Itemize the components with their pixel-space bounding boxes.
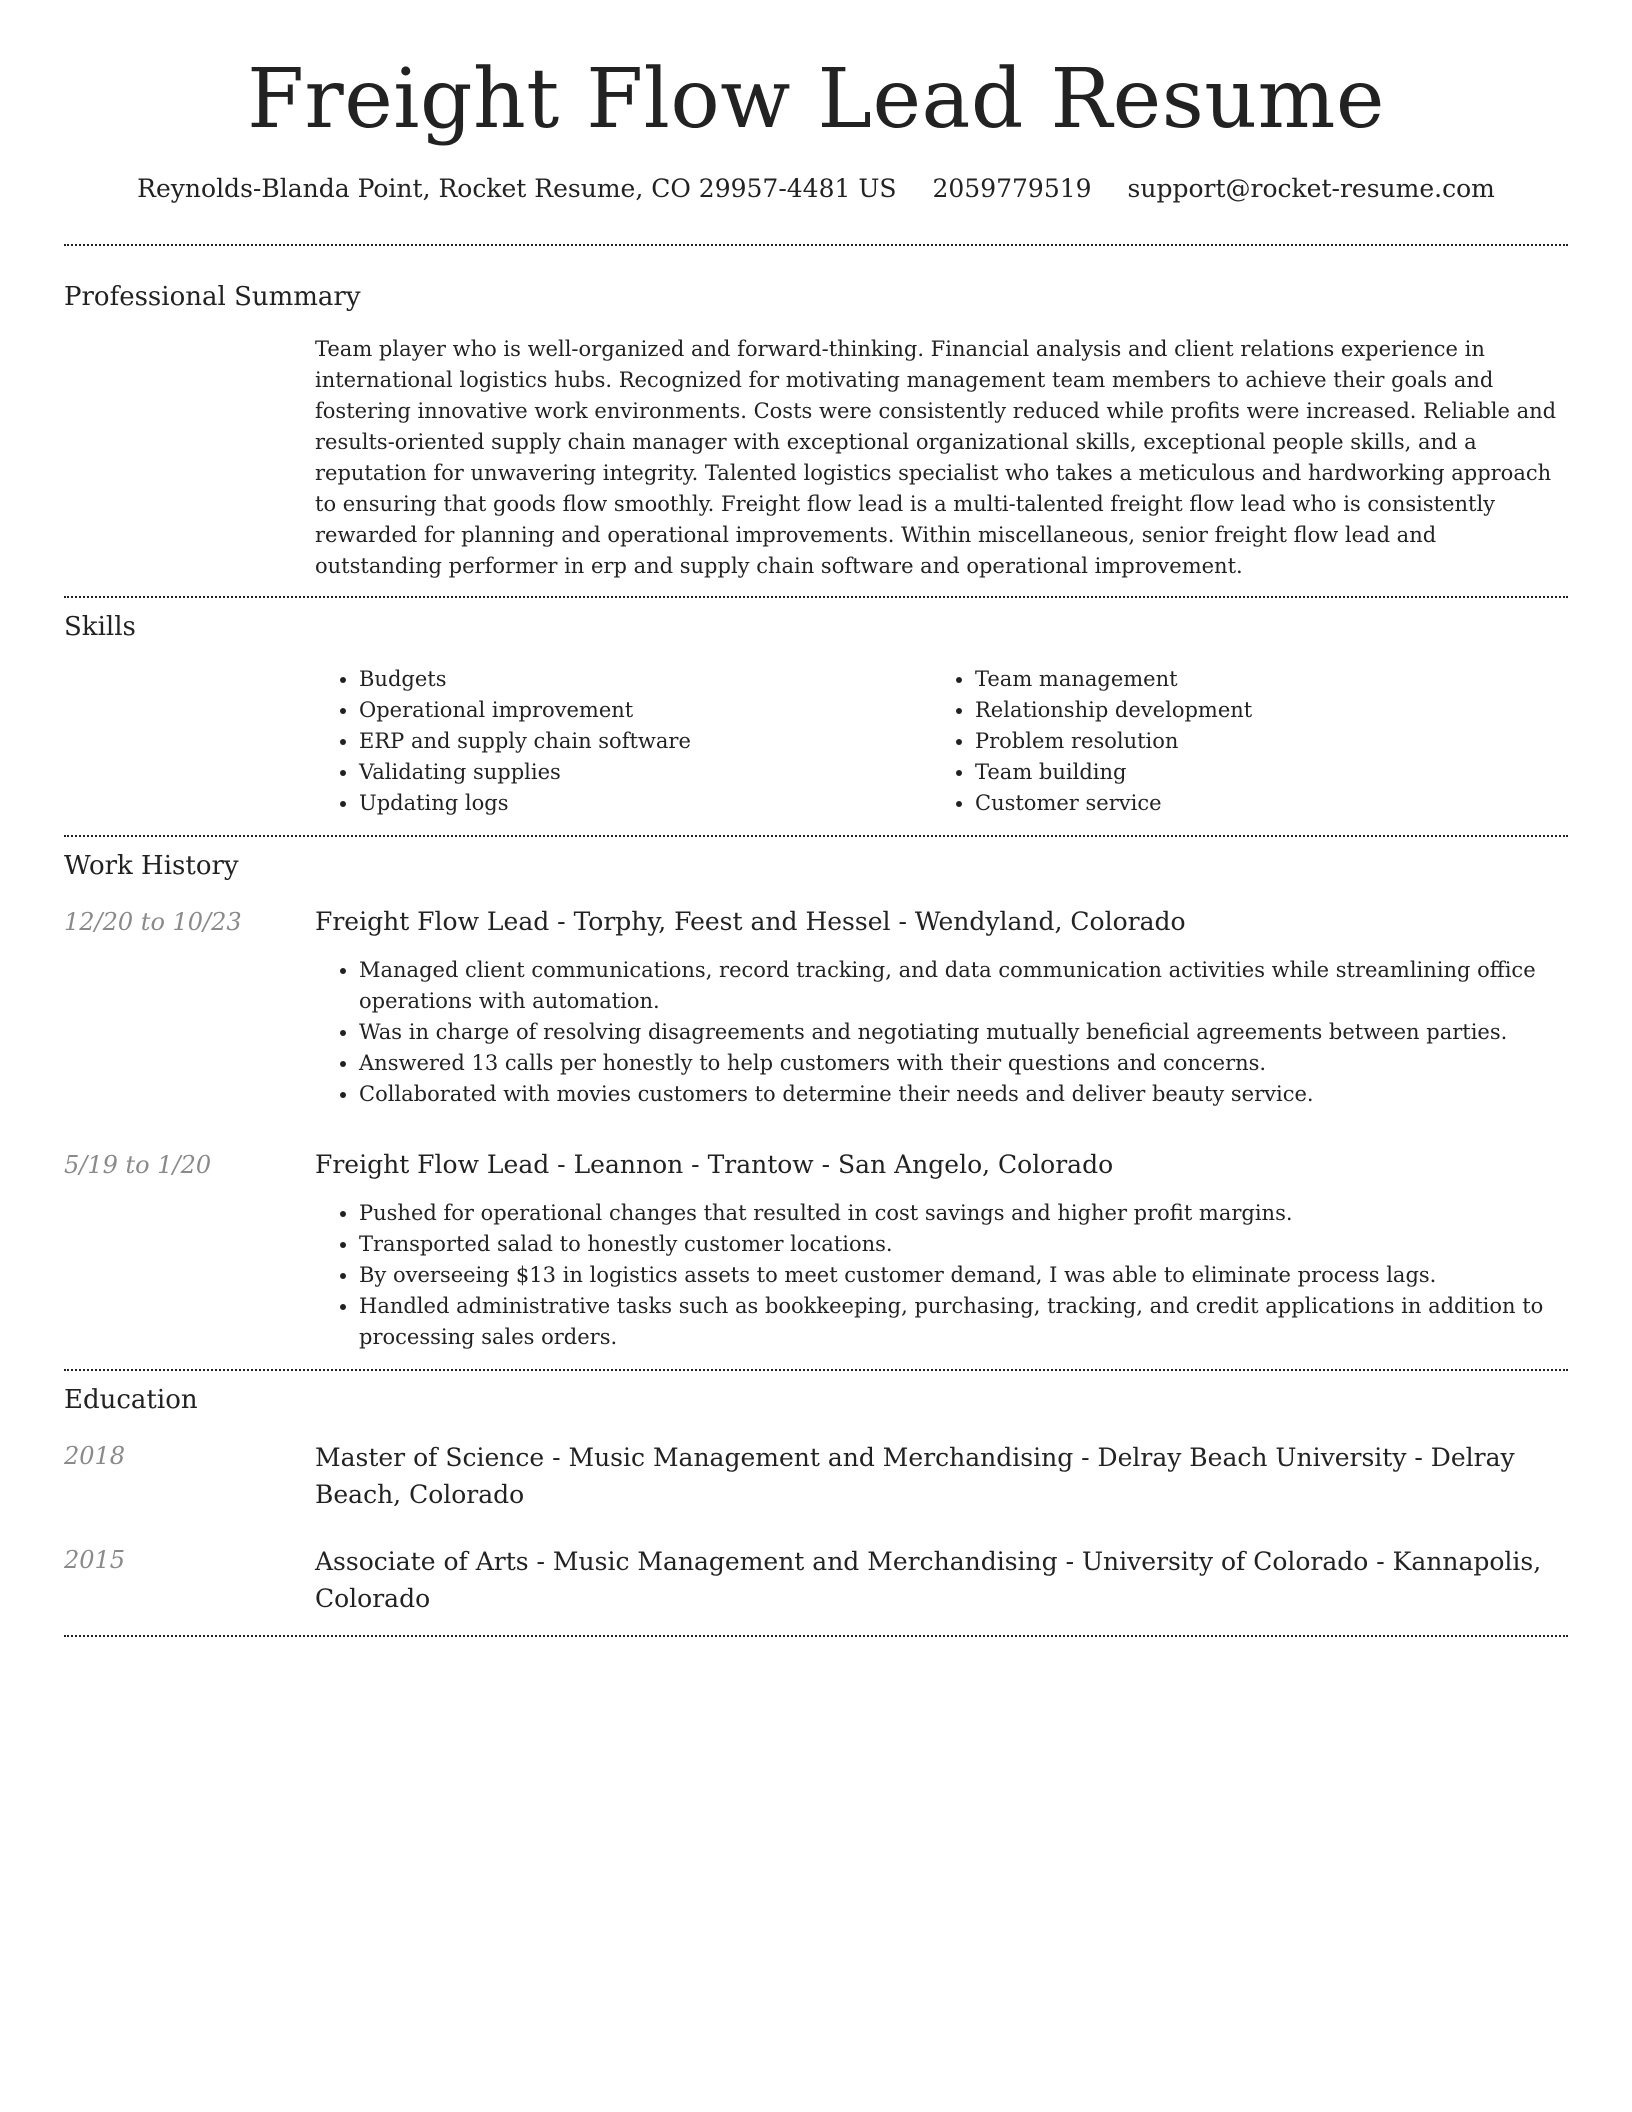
contact-line bbox=[64, 172, 1568, 206]
divider bbox=[64, 835, 1568, 837]
job-bullet: • Transported salad to honestly customer locations. bbox=[359, 1229, 1568, 1260]
skill-item: • Relationship development bbox=[975, 695, 1547, 726]
job-bullet: • Managed client communications, record tracking, and data communication activities while streamlining office operations with automation. bbox=[359, 955, 1568, 1017]
section-title-summary: Professional Summary bbox=[64, 282, 361, 312]
divider bbox=[64, 1369, 1568, 1371]
job-entry bbox=[64, 1148, 1568, 1353]
skill-item: • Budgets bbox=[359, 664, 931, 695]
education-school: - University of Colorado - Kannapolis, Colorado bbox=[315, 1547, 1542, 1613]
job-title: Freight Flow Lead - Leannon - Trantow - San Angelo, Colorado bbox=[315, 1150, 1114, 1179]
education-entry bbox=[64, 1543, 1568, 1617]
skill-item: • Updating logs bbox=[359, 788, 931, 819]
education-year: 2018 bbox=[64, 1442, 126, 1470]
education-entry bbox=[64, 1439, 1568, 1513]
job-bullet: • By overseeing $13 in logistics assets to meet customer demand, I was able to eliminate process lags. bbox=[359, 1260, 1568, 1291]
summary-text: Team player who is well-organized and forward-thinking. Financial analysis and client relations experience in international logistics hubs. Recognized for motivating management team members to achieve their goals and fostering innovative work environments. Costs were consistently reduced while profits were increased. Reliable and results-oriented supply chain manager with exceptional organizational skills, exceptional people skills, and a reputation for unwavering integrity. Talented logistics specialist who takes a meticulous and hardworking approach to ensuring that goods flow smoothly. Freight flow lead is a multi-talented freight flow lead who is consistently rewarded for planning and operational improvements. Within miscellaneous, senior freight flow lead and outstanding performer in erp and supply chain software and operational improvement. bbox=[315, 337, 1557, 578]
skill-item: • Team building bbox=[975, 757, 1547, 788]
skill-item: • Operational improvement bbox=[359, 695, 931, 726]
section-title-skills: Skills bbox=[64, 612, 136, 642]
job-bullet: • Pushed for operational changes that resulted in cost savings and higher profit margins. bbox=[359, 1198, 1568, 1229]
summary-section bbox=[64, 280, 1568, 582]
divider bbox=[64, 596, 1568, 598]
skills-section bbox=[64, 610, 1568, 819]
job-title: Freight Flow Lead - Torphy, Feest and Hessel - Wendyland, Colorado bbox=[315, 907, 1186, 936]
education-degree: Associate of Arts - Music Management and Merchandising bbox=[315, 1547, 1058, 1576]
job-entry bbox=[64, 905, 1568, 1110]
job-bullet: • Handled administrative tasks such as bookkeeping, purchasing, tracking, and credit applications in addition to processing sales orders. bbox=[359, 1291, 1568, 1353]
contact-phone: 2059779519 bbox=[932, 174, 1092, 203]
section-title-education: Education bbox=[64, 1385, 198, 1415]
job-dates: 5/19 to 1/20 bbox=[64, 1151, 212, 1179]
skill-item: • ERP and supply chain software bbox=[359, 726, 931, 757]
contact-address: Reynolds-Blanda Point, Rocket Resume, CO 29957-4481 US bbox=[137, 174, 897, 203]
job-bullet: • Was in charge of resolving disagreements and negotiating mutually beneficial agreements between parties. bbox=[359, 1017, 1568, 1048]
education-year: 2015 bbox=[64, 1546, 126, 1574]
job-dates: 12/20 to 10/23 bbox=[64, 908, 242, 936]
job-bullets bbox=[315, 1198, 1568, 1353]
job-bullets bbox=[315, 955, 1568, 1110]
skills-list-left bbox=[315, 664, 931, 819]
education-degree: Master of Science - Music Management and Merchandising bbox=[315, 1443, 1074, 1472]
job-bullet: • Collaborated with movies customers to determine their needs and deliver beauty service. bbox=[359, 1079, 1568, 1110]
work-section bbox=[64, 849, 1568, 1353]
contact-email: support@rocket-resume.com bbox=[1127, 174, 1495, 203]
skill-item: • Customer service bbox=[975, 788, 1547, 819]
section-title-work: Work History bbox=[64, 851, 239, 881]
skill-item: • Team management bbox=[975, 664, 1547, 695]
skill-item: • Problem resolution bbox=[975, 726, 1547, 757]
skills-list-right bbox=[931, 664, 1547, 819]
job-bullet: • Answered 13 calls per honestly to help customers with their questions and concerns. bbox=[359, 1048, 1568, 1079]
divider bbox=[64, 244, 1568, 246]
education-school: - Delray Beach University - Delray Beach, Colorado bbox=[315, 1443, 1515, 1509]
resume-title: Freight Flow Lead Resume bbox=[247, 52, 1385, 147]
divider bbox=[64, 1635, 1568, 1637]
skill-item: • Validating supplies bbox=[359, 757, 931, 788]
education-section bbox=[64, 1383, 1568, 1617]
